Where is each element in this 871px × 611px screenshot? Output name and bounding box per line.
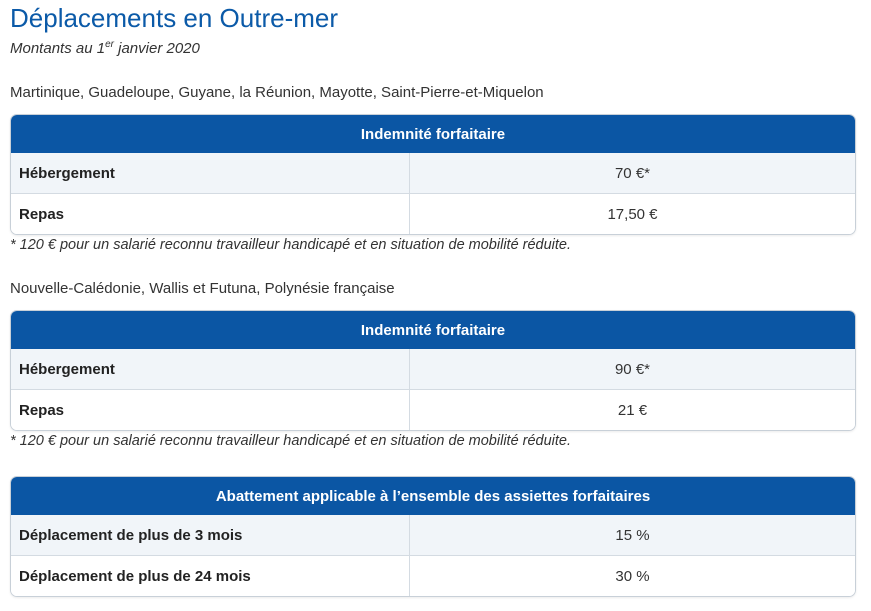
region-label-2: Nouvelle-Calédonie, Wallis et Futuna, Polynésie française — [10, 280, 395, 297]
table-header: Indemnité forfaitaire — [11, 115, 855, 153]
subtitle-suffix: janvier 2020 — [113, 40, 200, 57]
row-value: 21 € — [617, 401, 648, 419]
table-row — [11, 555, 855, 596]
region-label-1: Martinique, Guadeloupe, Guyane, la Réunion, Mayotte, Saint-Pierre-et-Miquelon — [10, 84, 544, 101]
row-value: 30 % — [615, 567, 650, 585]
table-indemnite-2 — [10, 310, 856, 431]
row-label: Hébergement — [11, 349, 410, 389]
table-row — [11, 389, 855, 430]
table-abattement — [10, 476, 856, 597]
row-value: 70 €* — [614, 164, 651, 182]
table-indemnite-1 — [10, 114, 856, 235]
row-value: 90 €* — [614, 360, 651, 378]
table-header: Abattement applicable à l’ensemble des assiettes forfaitaires — [11, 477, 855, 515]
row-label: Hébergement — [11, 153, 410, 193]
table-row — [11, 515, 855, 555]
row-label: Déplacement de plus de 24 mois — [11, 556, 410, 596]
table-row — [11, 153, 855, 193]
footnote-1: * 120 € pour un salarié reconnu travailleur handicapé et en situation de mobilité réduite. — [10, 237, 572, 253]
row-value: 15 % — [615, 526, 650, 544]
row-value: 17,50 € — [607, 205, 658, 223]
row-label: Repas — [11, 194, 410, 234]
table-header: Indemnité forfaitaire — [11, 311, 855, 349]
row-label: Déplacement de plus de 3 mois — [11, 515, 410, 555]
row-label: Repas — [11, 390, 410, 430]
table-row — [11, 349, 855, 389]
page-title: Déplacements en Outre-mer — [10, 3, 339, 33]
page-subtitle — [10, 40, 200, 57]
table-row — [11, 193, 855, 234]
footnote-2: * 120 € pour un salarié reconnu travailleur handicapé et en situation de mobilité réduite. — [10, 433, 572, 449]
subtitle-prefix: Montants au 1 — [10, 40, 106, 57]
subtitle-sup: er — [105, 39, 114, 50]
